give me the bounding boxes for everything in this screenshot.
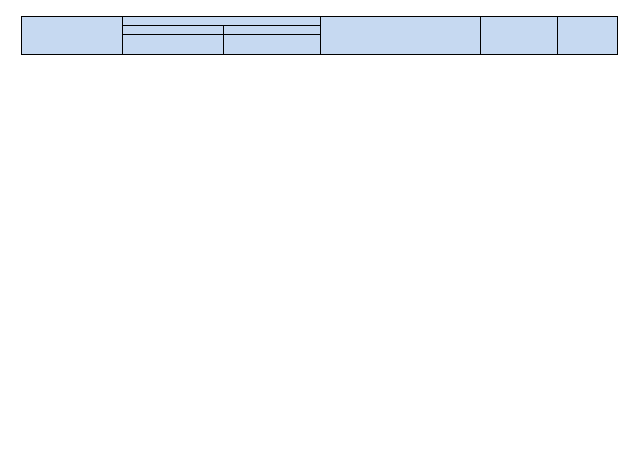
header-sub-domain: [22, 17, 123, 55]
header-standards: [123, 17, 321, 26]
content-description: [123, 35, 224, 55]
header-code: [481, 17, 558, 55]
performance-description: [224, 35, 321, 55]
header-materials: [558, 17, 618, 55]
header-competencies: [321, 17, 481, 55]
curriculum-table: [21, 16, 618, 55]
header-content: [123, 26, 224, 35]
header-row: [22, 17, 618, 26]
header-performance: [224, 26, 321, 35]
